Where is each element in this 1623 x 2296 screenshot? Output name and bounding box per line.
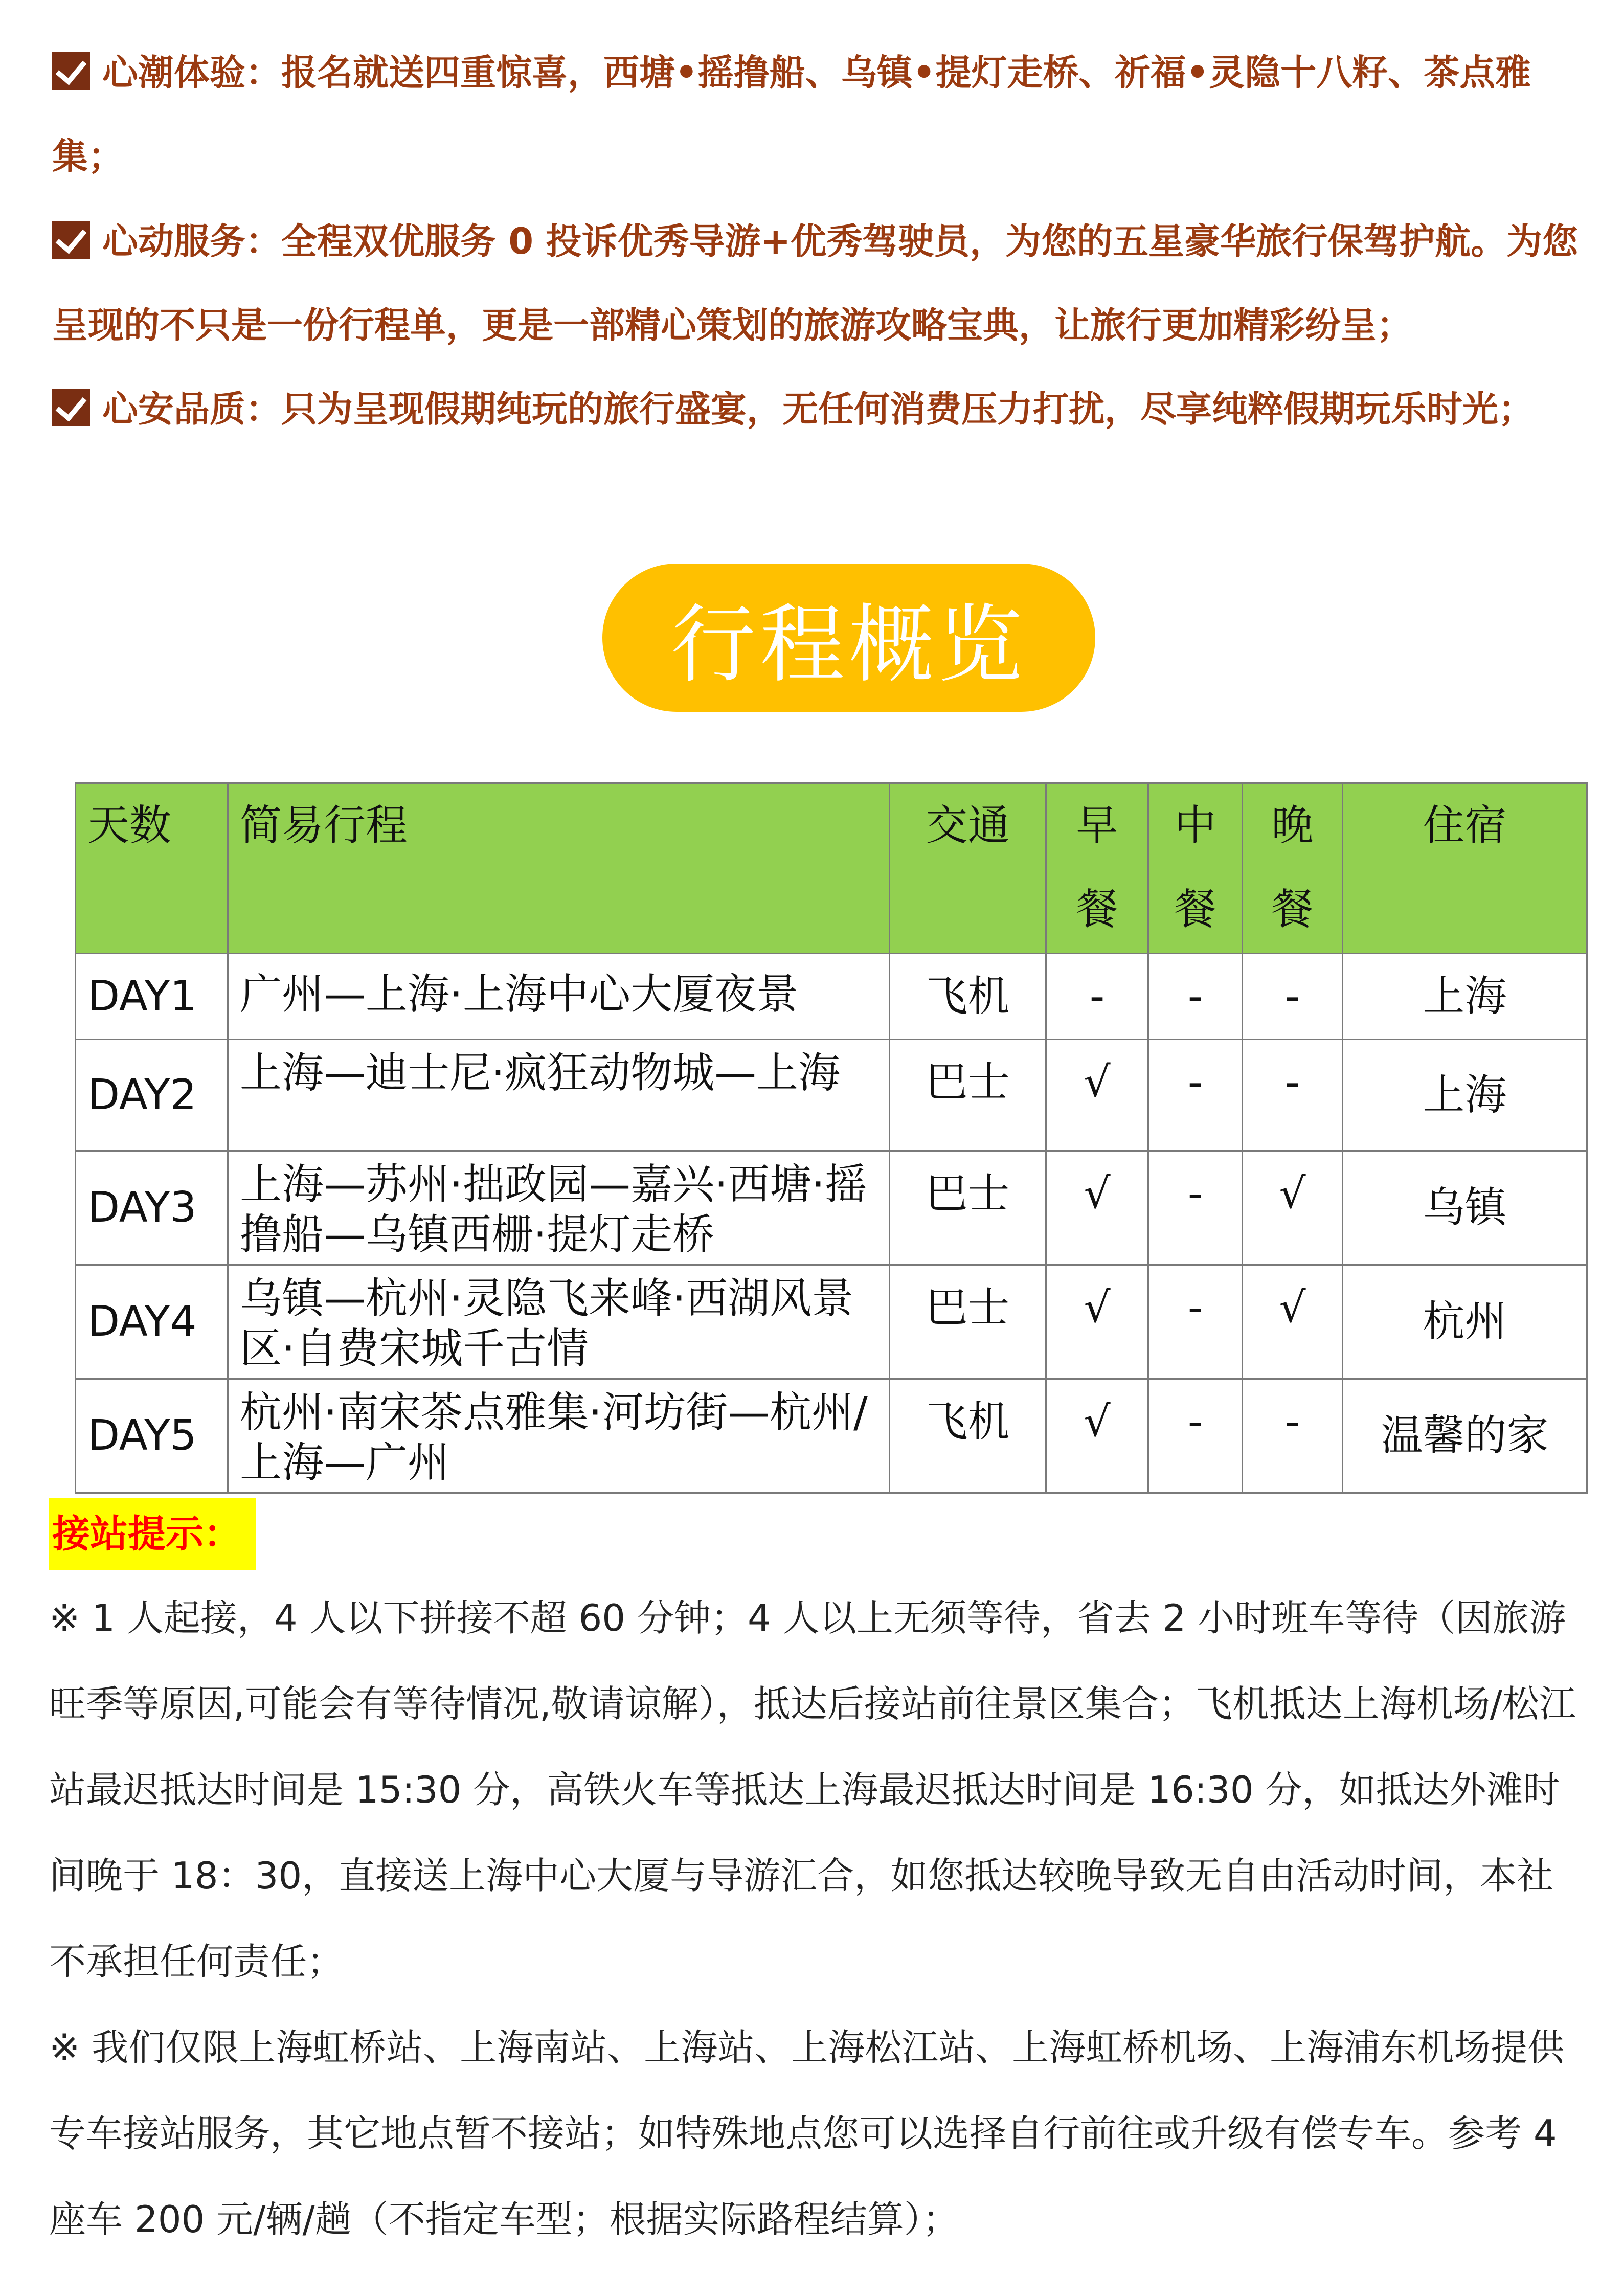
cell-hotel: 乌镇 bbox=[1343, 1151, 1587, 1265]
cell-lunch: - bbox=[1148, 1379, 1243, 1493]
pickup-note: ※ 1 人起接，4 人以下拼接不超 60 分钟；4 人以上无须等待，省去 2 小时班车等待（因旅游旺季等原因,可能会有等待情况,敬请谅解），抵达后接站前往景区集合；飞机抵达上海机场/松江站最迟抵达时间是 15:30 分，高铁火车等抵达上海最迟抵达时间是 16:30 分，如抵达外滩时间晚于 18：30，直接送上海中心大厦与导游汇合，如您抵达较晚导致无自由活动时间，本社不承担任何责任； bbox=[49, 1596, 1576, 1983]
cell-route: 广州—上海·上海中心大厦夜景 bbox=[228, 954, 890, 1040]
feature-service bbox=[52, 199, 1581, 367]
cell-route: 上海—苏州·拙政园—嘉兴·西塘·摇撸船—乌镇西栅·提灯走桥 bbox=[228, 1151, 890, 1265]
cell-hotel: 上海 bbox=[1343, 1040, 1587, 1151]
header-breakfast bbox=[1046, 783, 1148, 954]
cell-route: 杭州·南宋茶点雅集·河坊街—杭州/上海—广州 bbox=[228, 1379, 890, 1493]
checkbox-icon bbox=[52, 389, 90, 426]
cell-breakfast: √ bbox=[1046, 1379, 1148, 1493]
feature-quality bbox=[52, 367, 1581, 451]
table-row bbox=[76, 1379, 1587, 1493]
cell-lunch: - bbox=[1148, 954, 1243, 1040]
header-dinner-label: 晚餐 bbox=[1271, 801, 1314, 934]
checkbox-icon bbox=[52, 52, 90, 90]
overview-title: 行程概览 bbox=[602, 564, 1095, 712]
itinerary-table bbox=[75, 782, 1588, 1494]
cell-day: DAY2 bbox=[76, 1040, 228, 1151]
header-breakfast-label: 早餐 bbox=[1076, 801, 1118, 934]
cell-transport: 巴士 bbox=[890, 1040, 1046, 1151]
cell-breakfast: - bbox=[1046, 954, 1148, 1040]
feature-text: 心潮体验：报名就送四重惊喜，西塘•摇撸船、乌镇•提灯走桥、祈福•灵隐十八籽、茶点雅集； bbox=[52, 52, 1531, 177]
header-lunch bbox=[1148, 783, 1243, 954]
cell-dinner: - bbox=[1243, 954, 1343, 1040]
table-row bbox=[76, 954, 1587, 1040]
cell-dinner: √ bbox=[1243, 1151, 1343, 1265]
feature-experience bbox=[52, 31, 1581, 198]
cell-lunch: - bbox=[1148, 1265, 1243, 1379]
table-row bbox=[76, 1265, 1587, 1379]
cell-day: DAY4 bbox=[76, 1265, 228, 1379]
cell-route: 乌镇—杭州·灵隐飞来峰·西湖风景区·自费宋城千古情 bbox=[228, 1265, 890, 1379]
cell-transport: 巴士 bbox=[890, 1265, 1046, 1379]
cell-dinner: - bbox=[1243, 1040, 1343, 1151]
table-header-row bbox=[76, 783, 1587, 954]
cell-lunch: - bbox=[1148, 1151, 1243, 1265]
pickup-note: ※ 我们仅限上海虹桥站、上海南站、上海站、上海松江站、上海虹桥机场、上海浦东机场提供专车接站服务，其它地点暂不接站；如特殊地点您可以选择自行前往或升级有偿专车。参考 4 座车 200 元/辆/趟（不指定车型；根据实际路程结算）； bbox=[49, 2026, 1565, 2241]
header-transport: 交通 bbox=[890, 783, 1046, 954]
cell-dinner: - bbox=[1243, 1379, 1343, 1493]
header-dinner bbox=[1243, 783, 1343, 954]
cell-breakfast: √ bbox=[1046, 1265, 1148, 1379]
pickup-notes bbox=[49, 1575, 1588, 2262]
cell-route: 上海—迪士尼·疯狂动物城—上海 bbox=[228, 1040, 890, 1151]
cell-transport: 飞机 bbox=[890, 954, 1046, 1040]
checkbox-icon bbox=[52, 221, 90, 259]
cell-day: DAY1 bbox=[76, 954, 228, 1040]
cell-dinner: √ bbox=[1243, 1265, 1343, 1379]
cell-hotel: 温馨的家 bbox=[1343, 1379, 1587, 1493]
table-row bbox=[76, 1040, 1587, 1151]
cell-hotel: 杭州 bbox=[1343, 1265, 1587, 1379]
cell-breakfast: √ bbox=[1046, 1040, 1148, 1151]
cell-lunch: - bbox=[1148, 1040, 1243, 1151]
cell-transport: 巴士 bbox=[890, 1151, 1046, 1265]
feature-text: 心动服务：全程双优服务 0 投诉优秀导游+优秀驾驶员，为您的五星豪华旅行保驾护航。为您呈现的不只是一份行程单，更是一部精心策划的旅游攻略宝典，让旅行更加精彩纷呈； bbox=[52, 220, 1579, 346]
header-lunch-label: 中餐 bbox=[1174, 801, 1216, 934]
header-route: 简易行程 bbox=[228, 783, 890, 954]
header-hotel: 住宿 bbox=[1343, 783, 1587, 954]
cell-hotel: 上海 bbox=[1343, 954, 1587, 1040]
pickup-title: 接站提示： bbox=[49, 1498, 256, 1570]
cell-day: DAY3 bbox=[76, 1151, 228, 1265]
cell-transport: 飞机 bbox=[890, 1379, 1046, 1493]
header-day: 天数 bbox=[76, 783, 228, 954]
table-row bbox=[76, 1151, 1587, 1265]
cell-day: DAY5 bbox=[76, 1379, 228, 1493]
feature-text: 心安品质：只为呈现假期纯玩的旅行盛宴，无任何消费压力打扰，尽享纯粹假期玩乐时光； bbox=[102, 388, 1534, 430]
cell-breakfast: √ bbox=[1046, 1151, 1148, 1265]
